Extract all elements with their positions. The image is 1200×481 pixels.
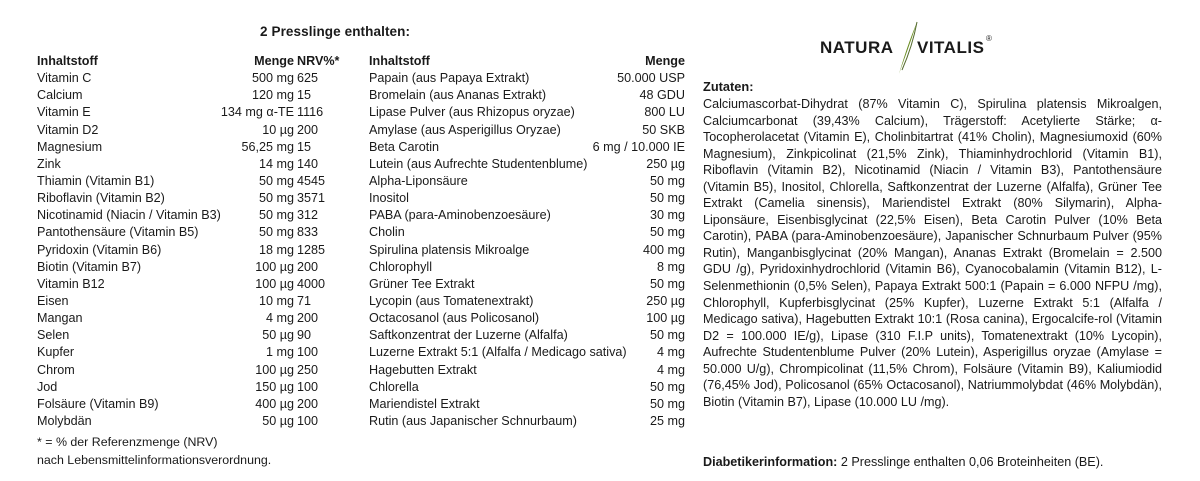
ingredient-name: Lycopin (aus Tomatenextrakt): [369, 293, 534, 308]
table-row: [369, 344, 685, 361]
ingredient-name: Calcium: [37, 88, 83, 103]
table-row: [37, 207, 357, 224]
ingredient-name: Amylase (aus Asperigillus Oryzae): [369, 122, 561, 137]
table-row: [37, 396, 357, 413]
table-row: [369, 190, 685, 207]
ingredient-amount: 18 mg: [258, 242, 294, 257]
ingredient-name: Molybdän: [37, 413, 92, 428]
ingredient-amount: 400 mg: [642, 242, 685, 257]
table-row: [369, 293, 685, 310]
ingredient-name: Vitamin C: [37, 71, 92, 86]
table-row: [369, 224, 685, 241]
table-row: [37, 362, 357, 379]
logo-text-natura: NATURA: [820, 38, 894, 57]
ingredient-name: Bromelain (aus Ananas Extrakt): [369, 88, 547, 103]
ingredients-text: Calciumascorbat-Dihydrat (87% Vitamin C), Spirulina platensis Mikroalgen, Calciumcarbonat (39,43% Calcium), Trägerstoff: Acetylierte Stärke; α-Tocopherolacetat (Vitamin E), Cholinbitartrat (41% Cholin), Magnesiumoxid (60% Magnesium), Zinkpicolinat (21,5% Zink), Thiaminhydrochlorid (Vitamin B1), Riboflavin (Vitamin B2), Nicotinamid (Niacin / Vitamin B3), Pantothensäure (Vitamin B5), Inositol, Chlorella, Saftkonzentrat der Luzerne (Alfalfa), Grüner Tee Extrakt (Camelia sinensis), Mariendistel Extrakt (80% Silymarin), Alpha-Liponsäure, Eisenbisglycinat (22,5% Eisen), Beta Carotin Pulver (10% Beta Carotin), PABA (para-Aminobenzoesäure), Japanischer Schnurbaum Pulver (95% Rutin), Manganbisglycinat (20% Mangan), Ananas Extrakt (Bromelain = 2.500 GDU /g), Pyridoxinhydrochlorid (Vitamin B6), Cyanocobalamin (Vitamin B12), L-Selenmethionin (0,5% Selen), Papaya Extrakt 500:1 (Papain = 6.000 NFPU /mg), Chlorophyll, Kupferbisglycinat (25% Kupfer), Luzerne Extrakt 5:1 (Alfalfa / Medicago sativa), Hagebutten Extrakt 10:1 (Rosa canina), Ergocalcife-rol (Vitamin D2 = 100.000 IE/g), Lipase (310 F.I.P units), Tomatenextrakt (10% Lycopin), Aufrechte Studentenblume Pulver (20% Lutein), Asperigillus oryzae (Amylase = 50.000 U/g), Chrompicolinat (11,5% Chrom), Folsäure (Vitamin B9), Kaliumiodid (76,45% Jod), Policosanol (65% Octacosanol), Natriummolybdat (46% Molybdän), Biotin (Vitamin B7), Lipase (10.000 LU /mg).: [703, 97, 1162, 409]
table-header-row: [369, 53, 685, 70]
ingredient-name: PABA (para-Aminobenzoesäure): [369, 208, 551, 223]
ingredient-amount: 50 mg: [649, 328, 685, 343]
table-row: [369, 122, 685, 139]
ingredient-nrv: 312: [297, 208, 319, 223]
ingredient-name: Mariendistel Extrakt: [369, 396, 480, 411]
ingredient-nrv: 90: [297, 328, 312, 343]
ingredient-nrv: 200: [297, 122, 319, 137]
ingredient-name: Beta Carotin: [369, 139, 440, 154]
ingredient-amount: 250 µg: [646, 156, 685, 171]
ingredient-amount: 50 mg: [649, 379, 685, 394]
ingredient-amount: 4 mg: [657, 362, 685, 377]
ingredient-amount: 56,25 mg: [241, 139, 294, 154]
table-row: [369, 207, 685, 224]
table-row: [37, 173, 357, 190]
table-row: [37, 379, 357, 396]
table-row: [369, 104, 685, 121]
ingredient-nrv: 4545: [297, 173, 326, 188]
ingredient-name: Chrom: [37, 362, 75, 377]
ingredient-amount: 100 µg: [255, 259, 294, 274]
ingredient-name: Pyridoxin (Vitamin B6): [37, 242, 162, 257]
logo-text-vitalis: VITALIS: [917, 38, 985, 57]
ingredient-name: Mangan: [37, 311, 83, 326]
ingredient-amount: 134 mg α-TE: [220, 105, 294, 120]
ingredient-nrv: 15: [297, 139, 312, 154]
ingredient-name: Cholin: [369, 225, 405, 240]
ingredient-nrv: 100: [297, 345, 319, 360]
ingredient-name: Chlorella: [369, 379, 419, 394]
header-amount: Menge: [645, 54, 685, 68]
ingredient-amount: 48 GDU: [639, 88, 685, 103]
ingredient-amount: 50 mg: [649, 396, 685, 411]
ingredient-name: Vitamin B12: [37, 276, 105, 291]
table-row: [37, 293, 357, 310]
ingredient-amount: 10 µg: [262, 122, 294, 137]
header-ingredient: Inhaltstoff: [369, 54, 430, 68]
nutrient-table-extracts: [369, 53, 685, 430]
nutrient-table-vitamins: [37, 53, 357, 430]
ingredient-amount: 800 LU: [644, 105, 685, 120]
ingredient-name: Grüner Tee Extrakt: [369, 276, 475, 291]
registered-mark: ®: [986, 34, 992, 43]
ingredient-amount: 120 mg: [251, 88, 294, 103]
ingredient-name: Saftkonzentrat der Luzerne (Alfalfa): [369, 328, 568, 343]
ingredient-amount: 50 µg: [262, 328, 294, 343]
ingredient-name: Rutin (aus Japanischer Schnurbaum): [369, 413, 577, 428]
ingredient-amount: 50 mg: [649, 276, 685, 291]
ingredient-nrv: 71: [297, 293, 312, 308]
ingredient-name: Folsäure (Vitamin B9): [37, 396, 159, 411]
ingredient-nrv: 200: [297, 259, 319, 274]
ingredient-name: Papain (aus Papaya Extrakt): [369, 71, 530, 86]
ingredient-amount: 50 mg: [649, 173, 685, 188]
table-row: [369, 242, 685, 259]
ingredient-amount: 50 mg: [258, 208, 294, 223]
table-row: [369, 310, 685, 327]
ingredient-nrv: 4000: [297, 276, 326, 291]
diabetic-info-text: 2 Presslinge enthalten 0,06 Broteinheiten (BE).: [837, 455, 1104, 469]
ingredient-name: Lutein (aus Aufrechte Studentenblume): [369, 156, 588, 171]
table-row: [369, 362, 685, 379]
ingredient-name: Kupfer: [37, 345, 75, 360]
ingredient-amount: 1 mg: [266, 345, 294, 360]
ingredient-amount: 14 mg: [258, 156, 294, 171]
ingredient-name: Hagebutten Extrakt: [369, 362, 477, 377]
ingredient-name: Lipase Pulver (aus Rhizopus oryzae): [369, 105, 575, 120]
table-row: [37, 87, 357, 104]
ingredient-name: Inositol: [369, 191, 409, 206]
ingredient-name: Biotin (Vitamin B7): [37, 259, 142, 274]
ingredient-name: Vitamin E: [37, 105, 91, 120]
table-row: [369, 396, 685, 413]
ingredient-nrv: 200: [297, 396, 319, 411]
ingredient-name: Chlorophyll: [369, 259, 432, 274]
ingredient-name: Magnesium: [37, 139, 103, 154]
ingredient-name: Selen: [37, 328, 70, 343]
ingredient-name: Thiamin (Vitamin B1): [37, 173, 155, 188]
ingredient-amount: 10 mg: [258, 293, 294, 308]
diabetic-info-label: Diabetikerinformation:: [703, 455, 838, 469]
ingredient-name: Alpha-Liponsäure: [369, 173, 468, 188]
table-row: [37, 224, 357, 241]
nrv-footnote: [37, 433, 271, 469]
ingredient-name: Spirulina platensis Mikroalge: [369, 242, 530, 257]
ingredients-title: Zutaten:: [703, 79, 754, 94]
ingredient-name: Octacosanol (aus Policosanol): [369, 311, 540, 326]
ingredient-amount: 4 mg: [657, 345, 685, 360]
ingredient-amount: 50.000 USP: [617, 71, 685, 86]
table-row: [37, 344, 357, 361]
ingredient-nrv: 100: [297, 379, 319, 394]
ingredient-nrv: 250: [297, 362, 319, 377]
brand-logo: [820, 20, 1000, 76]
header-amount: Menge: [254, 54, 294, 68]
table-row: [37, 327, 357, 344]
page-heading: 2 Presslinge enthalten:: [260, 24, 411, 39]
ingredient-nrv: 833: [297, 225, 319, 240]
table-header-row: [37, 53, 357, 70]
ingredient-nrv: 1116: [297, 105, 324, 120]
ingredient-amount: 250 µg: [646, 293, 685, 308]
ingredient-amount: 8 mg: [657, 259, 685, 274]
ingredient-amount: 150 µg: [255, 379, 294, 394]
table-row: [37, 413, 357, 430]
table-row: [369, 70, 685, 87]
ingredient-name: Eisen: [37, 293, 69, 308]
table-row: [369, 259, 685, 276]
ingredient-amount: 50 mg: [649, 191, 685, 206]
header-nrv: NRV%*: [297, 54, 340, 68]
ingredient-amount: 50 mg: [258, 225, 294, 240]
ingredient-amount: 50 mg: [258, 173, 294, 188]
ingredient-amount: 400 µg: [255, 396, 294, 411]
ingredient-nrv: 100: [297, 413, 319, 428]
table-row: [369, 173, 685, 190]
table-row: [37, 104, 357, 121]
table-row: [37, 190, 357, 207]
ingredient-nrv: 3571: [297, 191, 326, 206]
ingredient-name: Luzerne Extrakt 5:1 (Alfalfa / Medicago sativa): [369, 345, 627, 360]
table-row: [37, 70, 357, 87]
footnote-line-2: nach Lebensmittelinformationsverordnung.: [37, 453, 272, 467]
ingredient-nrv: 200: [297, 311, 319, 326]
ingredient-name: Jod: [37, 379, 58, 394]
ingredient-amount: 30 mg: [649, 208, 685, 223]
ingredient-amount: 50 SKB: [642, 122, 685, 137]
diabetic-info: [703, 455, 1103, 469]
ingredient-name: Pantothensäure (Vitamin B5): [37, 225, 199, 240]
table-row: [369, 276, 685, 293]
table-row: [37, 259, 357, 276]
ingredient-amount: 500 mg: [251, 71, 294, 86]
header-ingredient: Inhaltstoff: [37, 54, 98, 68]
ingredient-nrv: 625: [297, 71, 319, 86]
ingredient-nrv: 1285: [297, 242, 326, 257]
table-row: [37, 122, 357, 139]
ingredient-amount: 100 µg: [255, 276, 294, 291]
table-row: [37, 156, 357, 173]
table-row: [369, 156, 685, 173]
table-row: [37, 139, 357, 156]
table-row: [369, 87, 685, 104]
ingredient-amount: 6 mg / 10.000 IE: [592, 139, 685, 154]
ingredient-name: Vitamin D2: [37, 122, 99, 137]
ingredient-nrv: 15: [297, 88, 312, 103]
table-row: [369, 413, 685, 430]
ingredient-amount: 4 mg: [266, 311, 294, 326]
ingredient-amount: 50 mg: [649, 225, 685, 240]
table-row: [37, 242, 357, 259]
table-row: [369, 379, 685, 396]
table-row: [37, 310, 357, 327]
footnote-line-1: * = % der Referenzmenge (NRV): [37, 435, 218, 449]
ingredient-amount: 100 µg: [646, 311, 685, 326]
ingredient-amount: 100 µg: [255, 362, 294, 377]
ingredient-name: Zink: [37, 156, 61, 171]
ingredient-nrv: 140: [297, 156, 319, 171]
ingredient-amount: 25 mg: [649, 413, 685, 428]
ingredient-amount: 50 µg: [262, 413, 294, 428]
ingredient-amount: 50 mg: [258, 191, 294, 206]
table-row: [369, 327, 685, 344]
ingredient-name: Riboflavin (Vitamin B2): [37, 191, 165, 206]
table-row: [369, 139, 685, 156]
ingredient-name: Nicotinamid (Niacin / Vitamin B3): [37, 208, 221, 223]
table-row: [37, 276, 357, 293]
